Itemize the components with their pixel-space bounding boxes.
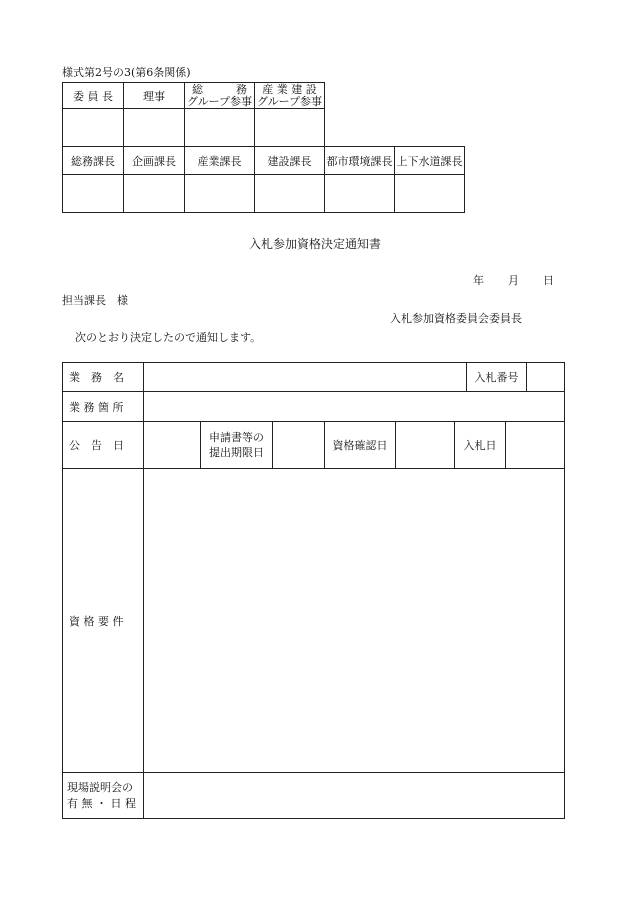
label-site-briefing: [62, 772, 144, 819]
row-business-name: [62, 362, 565, 392]
header-general-affairs: [185, 83, 255, 109]
field-bid-number[interactable]: [526, 362, 565, 392]
stamp-box-committee-chair[interactable]: [63, 109, 124, 147]
row-qualification-requirements: [62, 468, 565, 773]
row-dates: [62, 421, 565, 469]
field-qualification-requirements[interactable]: [143, 468, 565, 773]
addressee: 担当課長 様: [62, 294, 128, 307]
date-year: 年: [473, 274, 484, 287]
label-submission-deadline: [200, 421, 273, 469]
date-day: 日: [543, 274, 554, 287]
label-bid-number: 入札番号: [466, 362, 527, 392]
field-business-name[interactable]: [143, 362, 467, 392]
header-general-affairs-line2: グループ参事: [186, 94, 253, 108]
stamp-box-director[interactable]: [124, 109, 185, 147]
label-qualification-check-date: 資格確認日: [324, 421, 396, 469]
header-industry-chief: 産業課長: [185, 147, 255, 175]
header-construction-chief: 建設課長: [255, 147, 325, 175]
header-director: 理事: [124, 83, 185, 109]
header-industry-construction-line1: 産 業 建 設: [262, 82, 317, 96]
notification-table: [62, 362, 565, 819]
stamp-box-planning-chief[interactable]: [124, 175, 185, 213]
row-site-briefing: [62, 772, 565, 819]
header-industry-construction: [255, 83, 325, 109]
row-business-location: [62, 391, 565, 422]
label-site-briefing-line2: 有 無 ・ 日 程: [67, 796, 136, 810]
form-number: 様式第2号の3(第6条関係): [62, 66, 191, 79]
header-industry-construction-line2: グループ参事: [256, 94, 323, 108]
label-submission-deadline-line1: 申請書等の: [209, 431, 264, 444]
field-business-location[interactable]: [143, 391, 565, 422]
intro-text: 次のとおり決定したので通知します。: [75, 331, 262, 344]
header-water-sewer-chief: 上下水道課長: [395, 147, 465, 175]
field-submission-deadline[interactable]: [272, 421, 325, 469]
stamp-box-general-affairs-chief[interactable]: [63, 175, 124, 213]
label-notice-date: 公 告 日: [62, 421, 144, 469]
label-bid-date: 入札日: [454, 421, 506, 469]
stamp-box-construction-chief[interactable]: [255, 175, 325, 213]
header-committee-chair: 委 員 長: [63, 83, 124, 109]
label-business-location: 業 務 箇 所: [62, 391, 144, 422]
field-notice-date[interactable]: [143, 421, 201, 469]
stamp-box-industry-chief[interactable]: [185, 175, 255, 213]
sender: 入札参加資格委員会委員長: [390, 312, 522, 325]
stamp-box-water-sewer-chief[interactable]: [395, 175, 465, 213]
header-general-affairs-chief: 総務課長: [63, 147, 124, 175]
field-site-briefing[interactable]: [143, 772, 565, 819]
header-urban-env-chief: 都市環境課長: [325, 147, 395, 175]
stamp-box-general-affairs[interactable]: [185, 109, 255, 147]
label-business-name: 業 務 名: [62, 362, 144, 392]
stamp-box-urban-env-chief[interactable]: [325, 175, 395, 213]
header-general-affairs-line1: 総 務: [192, 82, 247, 96]
field-bid-date[interactable]: [505, 421, 565, 469]
approval-table-bottom: [62, 146, 465, 213]
stamp-box-industry-construction[interactable]: [255, 109, 325, 147]
document-title: 入札参加資格決定通知書: [248, 237, 381, 251]
field-qualification-check-date[interactable]: [395, 421, 455, 469]
label-submission-deadline-line2: 提出期限日: [209, 446, 264, 459]
label-qualification-requirements: 資 格 要 件: [62, 468, 144, 773]
header-planning-chief: 企画課長: [124, 147, 185, 175]
date-month: 月: [508, 274, 519, 287]
label-site-briefing-line1: 現場説明会の: [67, 780, 133, 794]
approval-table-top: [62, 82, 325, 147]
